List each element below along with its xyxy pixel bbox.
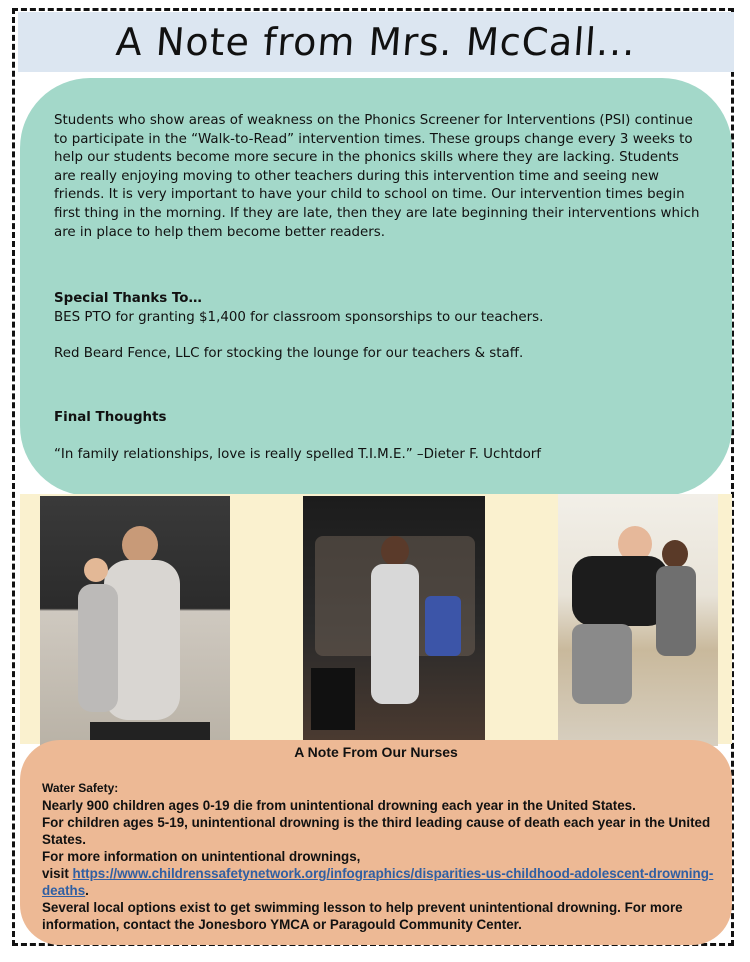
spacer (54, 428, 702, 446)
spacer (54, 364, 702, 409)
nurse-line-2: For children ages 5-19, unintentional drowning is the third leading cause of death each year in the United States. (42, 815, 711, 847)
photo-strip (20, 494, 732, 744)
drowning-info-link[interactable]: https://www.childrenssafetynetwork.org/infographics/disparities-us-childhood-adolescent-drowning-deaths (42, 866, 714, 898)
header-banner (18, 12, 734, 72)
visit-label: visit (42, 866, 73, 881)
photo-principal-student (558, 494, 718, 746)
period: . (85, 883, 89, 898)
thanks-heading: Special Thanks To… (54, 291, 202, 307)
water-safety-label: Water Safety: (42, 781, 119, 795)
nurse-visit-line (42, 865, 714, 899)
note-panel (20, 78, 732, 496)
nurse-line-4: Several local options exist to get swimming lesson to help prevent unintentional drowning. For more information, contact the Jonesboro YMCA or Paragould Community Center. (42, 900, 683, 932)
thanks-item-pto: BES PTO for granting $1,400 for classroom sponsorships to our teachers. (54, 309, 544, 325)
intro-paragraph: Students who show areas of weakness on the Phonics Screener for Interventions (PSI) continue to participate in the “Walk-to-Read” intervention times. These groups change every 3 weeks to help our students become more secure in the phonics skills where they are lacking. Students are really enjoying moving to other teachers during this intervention time and seeing new friends. It is very important to have your child to school on time. Our intervention times begin first thing in the morning. If they are late, then they are late beginning their interventions which are in place to help them become better readers. (54, 113, 700, 240)
nurse-panel (20, 740, 732, 945)
nurse-line-1: Nearly 900 children ages 0-19 die from unintentional drowning each year in the United States. (42, 798, 636, 813)
photo-teacher-student (40, 496, 230, 746)
final-thoughts-heading: Final Thoughts (54, 409, 167, 425)
nurse-line-3: For more information on unintentional drownings, (42, 849, 361, 864)
quote: “In family relationships, love is really spelled T.I.M.E.” –Dieter F. Uchtdorf (54, 446, 541, 462)
spacer (54, 327, 702, 345)
thanks-item-fence: Red Beard Fence, LLC for stocking the lounge for our teachers & staff. (54, 346, 524, 362)
photo-student-microphone (303, 496, 485, 740)
page-title: A Note from Mrs. McCall... (114, 20, 638, 64)
nurse-title: A Note From Our Nurses (294, 744, 458, 760)
